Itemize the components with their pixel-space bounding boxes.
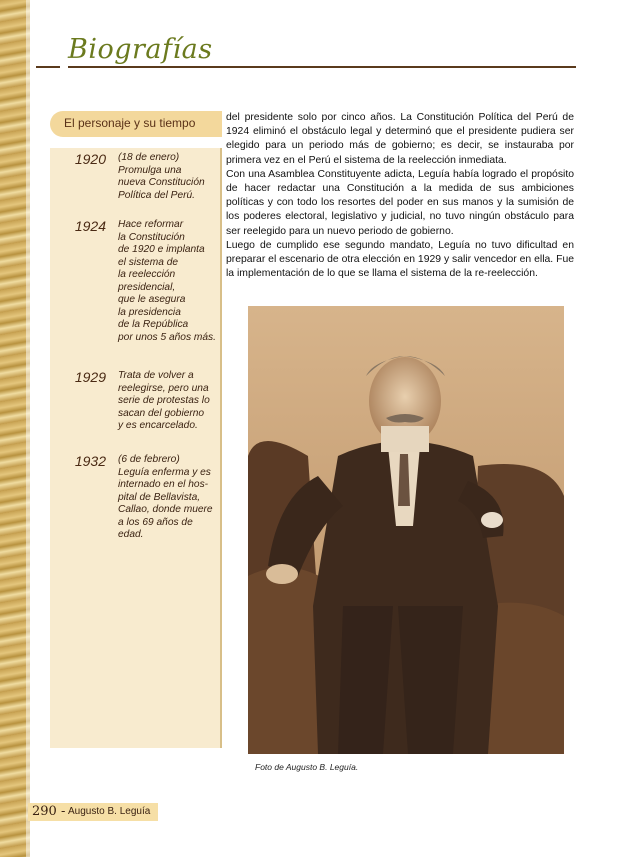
timeline-text: (6 de febrero) Leguía enferma y es internado en el hos- pital de Bellavista, Callao, donde muere a los 69 años de edad. xyxy=(118,454,213,540)
timeline-year: 1924 xyxy=(74,218,106,234)
timeline-year: 1929 xyxy=(74,369,106,385)
page-footer xyxy=(28,803,158,821)
decorative-page-border xyxy=(0,0,30,857)
article-paragraph: del presidente solo por cinco años. La Constitución Política del Perú de 1924 eliminó el obstáculo legal y determinó que el presidente pudiera ser elegido para un periodo más de gobierno; es decir, se instauraba por primera vez en el Perú el sistema de la reelección inmediata. xyxy=(226,112,574,166)
footer-name: Augusto B. Leguía xyxy=(68,806,151,817)
timeline-year: 1920 xyxy=(74,151,106,167)
article-paragraph: Luego de cumplido ese segundo mandato, Leguía no tuvo dificultad en preparar el escenario de otra elección en 1929 y salir vencedor en ella. Fue la implementación de lo que se llama el sistema de la re-reelección. xyxy=(226,239,574,280)
header-rule-left xyxy=(36,66,60,68)
timeline-text: Trata de volver a reelegirse, pero una serie de protestas lo sacan del gobierno y es encarcelado. xyxy=(118,370,210,431)
section-title: Biografías xyxy=(68,34,213,65)
timeline-text: Hace reformar la Constitución de 1920 e implanta el sistema de la reelección presidencial, que le asegura la presidencia de la República por unos 5 años más. xyxy=(118,219,216,343)
sidebar-heading-label: El personaje y su tiempo xyxy=(64,116,196,130)
header-rule xyxy=(68,66,576,68)
sidebar-heading xyxy=(50,111,222,137)
page-number: 290 - xyxy=(32,804,66,819)
photo-caption: Foto de Augusto B. Leguía. xyxy=(255,762,359,772)
portrait-photo xyxy=(248,306,564,754)
article-paragraph: Con una Asamblea Constituyente adicta, Leguía había logrado el propósito de hacer redactar una Constitución a la medida de sus ambiciones políticas y con todo los resortes del poder en sus manos y la sumisión de los poderes electoral, legislativo y judicial, no tuvo ningún obstáculo para ser reelegido para un nuevo periodo de gobierno. xyxy=(226,168,574,237)
timeline-year: 1932 xyxy=(74,453,106,469)
timeline-text: (18 de enero) Promulga una nueva Constitución Política del Perú. xyxy=(118,152,205,201)
article-body xyxy=(226,111,574,281)
